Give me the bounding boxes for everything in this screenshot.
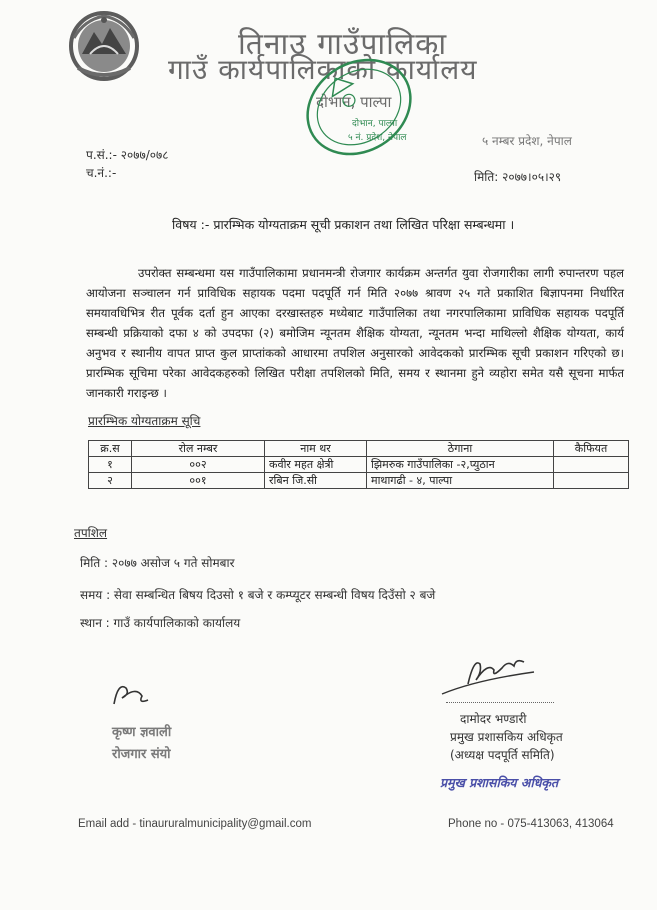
signatory-designation: प्रमुख प्रशासकिय अधिकृत bbox=[450, 730, 563, 744]
province-label: ५ नम्बर प्रदेश, नेपाल bbox=[482, 134, 572, 148]
dispatch-number: च.नं.:- bbox=[86, 166, 117, 180]
col-header-remarks: कैफियत bbox=[554, 441, 629, 457]
footer-phone: Phone no - 075-413063, 413064 bbox=[448, 818, 614, 830]
cell-roll: ००२ bbox=[132, 457, 265, 473]
exam-place: स्थान : गाउँ कार्यपालिकाको कार्यालय bbox=[80, 616, 241, 630]
letter-date: मिति: २०७७।०५।२९ bbox=[474, 170, 562, 184]
col-header-serial: क्र.स bbox=[89, 441, 132, 457]
cell-remarks bbox=[554, 473, 629, 489]
office-location: दोभान, पाल्पा bbox=[316, 93, 392, 111]
cell-serial: २ bbox=[89, 473, 132, 489]
notice-body: उपरोक्त सम्बन्धमा यस गाउँपालिकामा प्रधानमन्त्री रोजगार कार्यक्रम अन्तर्गत युवा रोजगारीका लागी रुपान्तरण पहल आयोजना सञ्चालन गर्न प्राविधिक सहायक पदमा पदपूर्ति गर्न मिति २०७७ श्रावण २५ गते प्रकाशित बिज्ञापनमा निर्धारित समयावधिभित्र रीत पूर्वक दर्ता हुन आएका दरखास्तहरु मध्येबाट गाउँपालिका तथा नगरपालिकामा प्राविधिक सहायक पदपूर्ति सम्बन्धी प्रक्रियाको दफा ४ को उपदफा (२) बमोजिम न्यूनतम शैक्षिक योग्यता, न्यूनतम भन्दा माथिल्लो शैक्षिक योग्यता, कार्य अनुभव र स्थानीय वापत प्राप्त कुल प्राप्तांकको आधारमा तपशिल अनुसारको आवेदकको प्रारम्भिक सूची प्रकाशन गरिएको छ। प्रारम्भिक सूचिमा परेका आवेदकहरुको लिखित परीक्षा तपशिलको मिति, समय र स्थानमा हुने व्यहोरा समेत यसै सूचना मार्फत जानकारी गराइन्छ । bbox=[86, 266, 624, 400]
table-row bbox=[89, 473, 629, 489]
reference-number: प.सं.:- २०७७/०७८ bbox=[86, 148, 169, 162]
col-header-name: नाम थर bbox=[265, 441, 367, 457]
list-title: प्रारम्भिक योग्यताक्रम सूचि bbox=[88, 414, 201, 428]
designation-stamp: प्रमुख प्रशासकिय अधिकृत bbox=[440, 775, 559, 790]
signature-icon bbox=[436, 650, 548, 702]
left-stamp-line-2: रोजगार संयो bbox=[112, 747, 171, 762]
merit-list-table bbox=[88, 440, 629, 489]
seal-line-1: दोभान, पाल्पा bbox=[352, 119, 398, 129]
cell-remarks bbox=[554, 457, 629, 473]
subject-line: विषय :- प्रारम्भिक योग्यताक्रम सूची प्रकाशन तथा लिखित परिक्षा सम्बन्धमा । bbox=[172, 217, 515, 232]
seal-line-2: ५ नं. प्रदेश, नेपाल bbox=[348, 133, 407, 143]
exam-time: समय : सेवा सम्बन्धित बिषय दिउसो १ बजे र कम्प्यूटर सम्बन्धी विषय दिउँसो २ बजे bbox=[80, 588, 436, 602]
signature-line bbox=[446, 702, 554, 703]
cell-name: रबिन जि.सी bbox=[265, 473, 367, 489]
signatory-name: दामोदर भण्डारी bbox=[460, 712, 527, 726]
official-seal-icon bbox=[298, 46, 420, 168]
left-signature-icon bbox=[108, 678, 154, 710]
nepal-emblem-icon bbox=[64, 8, 144, 84]
exam-date: मिति : २०७७ असोज ५ गते सोमबार bbox=[80, 556, 235, 570]
footer-email: Email add - tinaururalmunicipality@gmail.com bbox=[78, 818, 312, 830]
cell-address: माथागढी - ४, पाल्पा bbox=[367, 473, 554, 489]
organization-name: तिनाउ गाउँपालिका bbox=[238, 27, 448, 62]
table-header-row bbox=[89, 441, 629, 457]
cell-roll: ००१ bbox=[132, 473, 265, 489]
signatory-role: (अध्यक्ष पदपूर्ति समिति) bbox=[450, 748, 555, 762]
cell-serial: १ bbox=[89, 457, 132, 473]
left-stamp-line-1: कृष्ण ज्ञवाली bbox=[112, 725, 172, 740]
cell-name: कवीर महत क्षेत्री bbox=[265, 457, 367, 473]
col-header-roll: रोल नम्बर bbox=[132, 441, 265, 457]
office-name: गाउँ कार्यपालिकाको कार्यालय bbox=[168, 53, 478, 86]
table-row bbox=[89, 457, 629, 473]
cell-address: झिमरुक गाउँपालिका -२,प्युठान bbox=[367, 457, 554, 473]
col-header-address: ठेगाना bbox=[367, 441, 554, 457]
details-title: तपशिल bbox=[74, 526, 108, 540]
